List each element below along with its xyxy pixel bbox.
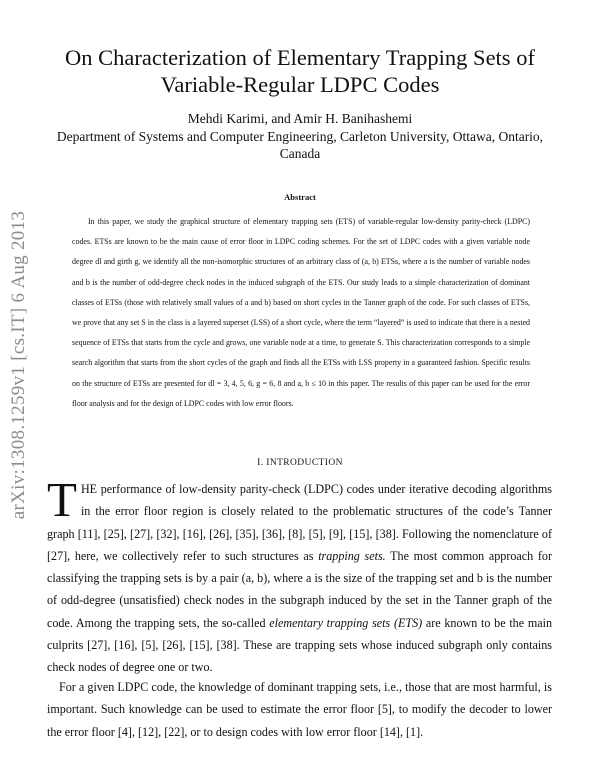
section-heading-introduction: I. INTRODUCTION [257, 458, 343, 468]
intro-text-part-b: The most common approach for classifying the trapping sets is by a pair (a, b), where a is the size of the trapping set and b is the number of odd-degree (unsatisfied) check nodes in the subgraph induced by the set in the Tanner graph of the code. Among the trapping sets, the so-called [47, 548, 552, 630]
arxiv-identifier-text: arXiv:1308.1259v1 [cs.IT] 6 Aug 2013 [8, 210, 29, 520]
paper-authors: Mehdi Karimi, and Amir H. Banihashemi [187, 111, 413, 126]
drop-cap-letter: T [47, 472, 77, 527]
abstract-heading: Abstract [284, 192, 316, 202]
intro-text-part-a: HE performance of low-density parity-check (LDPC) codes under iterative decoding algorithms in the error floor region is closely related to the problematic structures of the code’s Tanner graph [11], [25], [27], [32], [16], [26], [35], [36], [8], [5], [9], [15], [38]. Following the nomenclature of [27], here, we collectively refer to such structures as [47, 482, 552, 563]
abstract-body: In this paper, we study the graphical structure of elementary trapping sets (ETS) of variable-regular low-density parity-check (LDPC) codes. ETSs are known to be the main cause of error floor in LDPC coding schemes. For the set of LDPC codes with a given variable node degree dl and girth g, we identify all the non-isomorphic structures of an arbitrary class of (a, b) ETSs, where a is the number of variable nodes and b is the number of odd-degree check nodes in the induced subgraph of the ETS. Our study leads to a simple characterization of dominant classes of ETSs (those with relatively small values of a and b) based on short cycles in the Tanner graph of the code. For such classes of ETSs, we prove that any set S in the class is a layered superset (LSS) of a short cycle, where the term “layered” is used to indicate that there is a nested sequence of ETSs that starts from the cycle and grows, one variable node at a time, to generate S. This characterization corresponds to a simple search algorithm that starts from the short cycles of the graph and finds all the ETSs with LSS property in a guaranteed fashion. Specific results on the structure of ETSs are presented for dl = 3, 4, 5, 6, g = 6, 8 and a, b ≤ 10 in this paper. The results of this paper can be used for the error floor analysis and for the design of LDPC codes with low error floors. [72, 217, 530, 408]
intro-text-part-c: are known to be the main culprits [27], [16], [5], [26], [15], [38]. These are trapping sets whose induced subgraph only contains check nodes of degree one or two. [47, 615, 552, 675]
author-affiliation: Department of Systems and Computer Engineering, Carleton University, Ottawa, Ontario, Canada [56, 129, 544, 161]
paper-title: On Characterization of Elementary Trapping Sets of Variable-Regular LDPC Codes [65, 45, 535, 97]
intro-emphasis-ets: elementary trapping sets (ETS) [269, 615, 423, 630]
intro-emphasis-trapping-sets: trapping sets. [318, 548, 386, 563]
arxiv-identifier-stamp [4, 200, 34, 530]
introduction-paragraph-2: For a given LDPC code, the knowledge of dominant trapping sets, i.e., those that are most harmful, is important. Such knowledge can be used to estimate the error floor [5], to modify the decoder to lower the error floor [4], [12], [22], or to design codes with low error floor [14], [1]. [47, 680, 552, 739]
introduction-paragraph-1 [47, 472, 552, 679]
